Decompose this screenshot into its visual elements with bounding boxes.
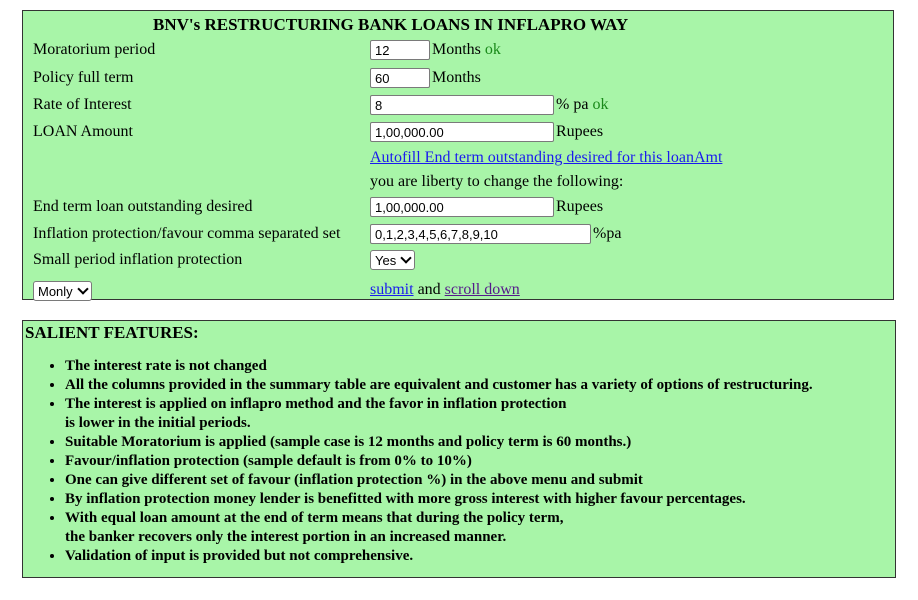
feature-text: The interest rate is not changed <box>65 358 267 374</box>
moratorium-label: Moratorium period <box>33 41 156 58</box>
moratorium-input[interactable] <box>370 40 430 60</box>
feature-text-line2: is lower in the initial periods. <box>65 415 251 431</box>
list-item <box>65 509 918 547</box>
autofill-link[interactable]: Autofill End term outstanding desired for this loanAmt <box>370 149 723 166</box>
moratorium-ok-status: ok <box>484 41 501 58</box>
feature-text-line2: the banker recovers only the interest portion in an increased manner. <box>65 529 507 545</box>
policy-term-label: Policy full term <box>33 69 134 86</box>
moratorium-unit: Months <box>432 41 481 58</box>
list-item <box>65 452 918 471</box>
loan-label: LOAN Amount <box>33 123 133 140</box>
chevron-down-icon <box>401 252 412 263</box>
rate-unit: % pa <box>556 96 589 113</box>
features-list <box>23 357 918 566</box>
actions-row <box>370 281 520 299</box>
feature-text: By inflation protection money lender is benefitted with more gross interest with higher favour percentages. <box>65 491 746 507</box>
end-term-input[interactable] <box>370 197 554 217</box>
list-item <box>65 357 918 376</box>
list-item <box>65 433 918 452</box>
loan-unit: Rupees <box>556 123 604 140</box>
autofill-row <box>370 149 722 167</box>
frequency-selected: Monly <box>38 283 73 299</box>
scroll-down-link[interactable]: scroll down <box>444 281 520 298</box>
inflation-set-label: Inflation protection/favour comma separated set <box>33 225 341 242</box>
loan-form-panel <box>22 10 894 300</box>
and-text: and <box>417 281 441 298</box>
list-item <box>65 490 918 509</box>
features-heading: SALIENT FEATURES: <box>25 323 199 342</box>
small-period-control <box>370 250 415 270</box>
end-term-label: End term loan outstanding desired <box>33 198 253 215</box>
policy-term-unit: Months <box>432 69 481 86</box>
frequency-control <box>33 281 92 301</box>
liberty-row <box>370 173 623 191</box>
feature-text: Favour/inflation protection (sample default is from 0% to 10%) <box>65 453 472 469</box>
loan-control <box>370 122 603 142</box>
feature-text: Validation of input is provided but not comprehensive. <box>65 548 414 564</box>
liberty-note: you are liberty to change the following: <box>370 173 624 190</box>
list-item <box>65 395 918 433</box>
inflation-set-input[interactable] <box>370 224 591 244</box>
frequency-select[interactable] <box>33 281 92 301</box>
moratorium-control <box>370 40 501 60</box>
list-item <box>65 471 918 490</box>
rate-control <box>370 95 608 115</box>
rate-label: Rate of Interest <box>33 96 132 113</box>
inflation-set-unit: %pa <box>593 225 622 242</box>
feature-text: Suitable Moratorium is applied (sample case is 12 months and policy term is 60 months.) <box>65 434 632 450</box>
policy-term-control <box>370 68 481 88</box>
feature-text: One can give different set of favour (inflation protection %) in the above menu and submit <box>65 472 643 488</box>
submit-link[interactable]: submit <box>370 281 414 298</box>
feature-text: All the columns provided in the summary table are equivalent and customer has a variety of options of restructuring. <box>65 377 813 393</box>
form-title: BNV's RESTRUCTURING BANK LOANS IN INFLAPRO WAY <box>153 15 629 34</box>
list-item <box>65 547 918 566</box>
small-period-selected: Yes <box>375 252 397 268</box>
end-term-control <box>370 197 603 217</box>
feature-text: The interest is applied on inflapro method and the favor in inflation protection <box>65 396 567 412</box>
small-period-select[interactable] <box>370 250 415 270</box>
salient-features-panel <box>22 320 896 578</box>
list-item <box>65 376 918 395</box>
small-period-label: Small period inflation protection <box>33 251 243 268</box>
policy-term-input[interactable] <box>370 68 430 88</box>
loan-amount-input[interactable] <box>370 122 554 142</box>
end-term-unit: Rupees <box>556 198 604 215</box>
feature-text: With equal loan amount at the end of term means that during the policy term, <box>65 510 564 526</box>
chevron-down-icon <box>77 283 88 294</box>
inflation-set-control <box>370 224 621 244</box>
rate-ok-status: ok <box>592 96 609 113</box>
rate-input[interactable] <box>370 95 554 115</box>
